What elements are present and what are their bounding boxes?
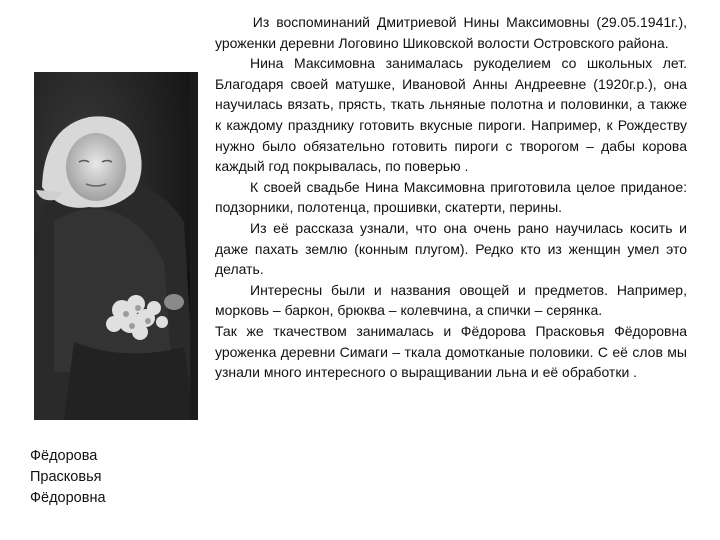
photo-caption — [30, 446, 200, 509]
paragraph-dowry: К своей свадьбе Нина Максимовна приготовила целое приданое: подзорники, полотенца, прошивки, скатерти, перины. — [215, 178, 687, 216]
paragraph-mowing: Из её рассказа узнали, что она очень рано научилась косить и даже пахать землю (конным плугом). Редко кто из женщин умел это делать. — [215, 219, 687, 278]
memoir-text — [215, 12, 687, 383]
paragraph-weaving: Так же ткачеством занималась и Фёдорова Прасковья Фёдоровна уроженка деревни Симаги – ткала домотканые половики. С её слов мы узнали много интересного о выращивании льна и её обработки . — [215, 322, 687, 381]
caption-first-name: Прасковья — [30, 469, 102, 485]
paragraph-names: Интересны были и названия овощей и предметов. Например, морковь – баркон, брюква – колевчина, а спички – серянка. — [215, 281, 687, 319]
caption-patronymic: Фёдоровна — [30, 490, 106, 506]
portrait-photo-icon — [34, 72, 198, 420]
portrait-photo — [34, 72, 198, 420]
caption-surname: Фёдорова — [30, 448, 98, 464]
paragraph-intro: Из воспоминаний Дмитриевой Нины Максимовны (29.05.1941г.), уроженки деревни Логовино Шиковской волости Островского района. — [215, 14, 687, 51]
paragraph-handicraft: Нина Максимовна занималась рукоделием со школьных лет. Благодаря своей матушке, Ивановой Анны Андреевне (1920г.р.), она научилась вязать, прясть, ткать льняные полотна и половинки, а также к каждому празднику готовить вкусные пироги. Например, к Рождеству нужно было обязательно готовить пироги с творогом – дабы корова каждый год покрывалась, по поверью . — [215, 55, 687, 175]
